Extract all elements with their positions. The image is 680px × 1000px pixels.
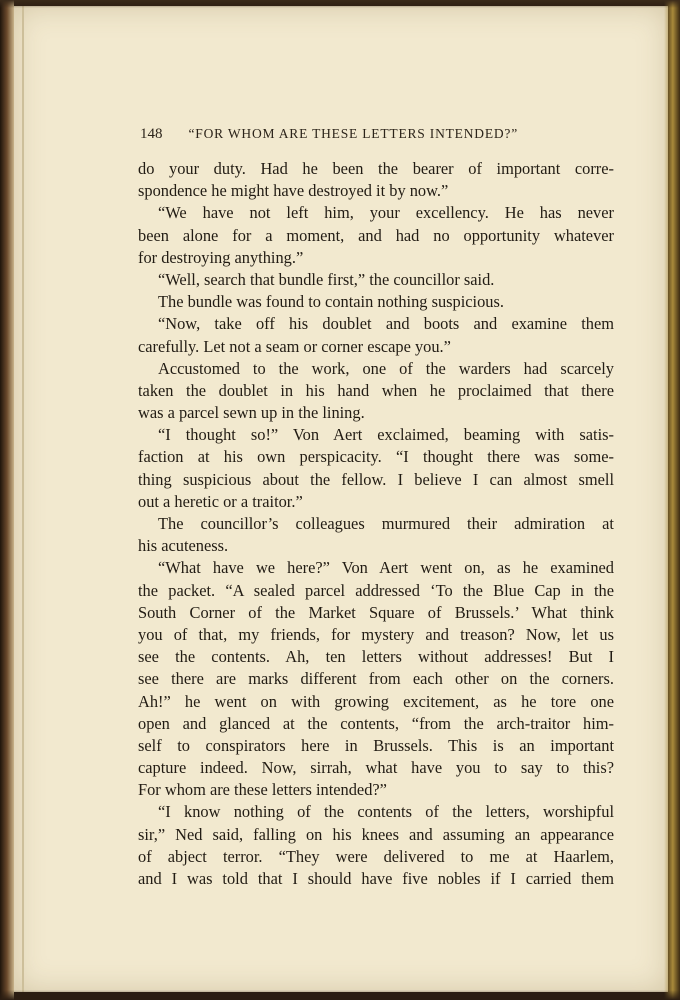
text-line: carefully. Let not a seam or corner escape you.” xyxy=(138,336,451,356)
text-line: The councillor’s colleagues murmured their admiration at xyxy=(158,514,614,533)
text-line: “We have not left him, your excellency. He has never xyxy=(158,203,614,223)
text-line: capture indeed. Now, sirrah, what have you to say to this? xyxy=(138,758,614,778)
text-line: South Corner of the Market Square of Brussels.’ What think xyxy=(138,602,614,622)
text-line: “What have we here?” Von Aert went on, as he examined xyxy=(158,558,614,578)
text-line: do your duty. Had he been the bearer of important corre- xyxy=(138,159,614,178)
text-line: sir,” Ned said, falling on his knees and assuming an appearance xyxy=(138,824,614,844)
text-line: self to conspirators here in Brussels. This is an important xyxy=(138,735,614,755)
book-binding-edge xyxy=(0,0,14,1000)
text-line: for destroying anything.” xyxy=(138,247,304,267)
text-line: the packet. “A sealed parcel addressed ‘To the Blue Cap in the xyxy=(138,580,614,600)
text-line: “Now, take off his doublet and boots and examine them xyxy=(158,314,614,334)
text-line: see the contents. Ah, ten letters without addresses! But I xyxy=(138,647,614,667)
page-right-shadow xyxy=(664,0,680,1000)
text-line: faction at his own perspicacity. “I thought there was some- xyxy=(138,447,614,467)
text-line: For whom are these letters intended?” xyxy=(138,780,387,800)
text-line: been alone for a moment, and had no opportunity whatever xyxy=(138,225,614,245)
running-head xyxy=(140,126,614,143)
text-line: “I thought so!” Von Aert exclaimed, beaming with satis- xyxy=(158,425,614,445)
text-line: thing suspicious about the fellow. I believe I can almost smell xyxy=(138,469,614,489)
page-top-shadow xyxy=(0,0,680,8)
text-line: open and glanced at the contents, “from the arch-traitor him- xyxy=(138,713,614,733)
chapter-heading: “FOR WHOM ARE THESE LETTERS INTENDED?” xyxy=(188,126,518,141)
page-edge-line xyxy=(22,6,24,992)
text-line: Ah!” he went on with growing excitement, as he tore one xyxy=(138,691,614,711)
body-text xyxy=(138,158,614,890)
text-line: you of that, my friends, for mystery and treason? Now, let us xyxy=(138,624,614,644)
text-line: out a heretic or a traitor.” xyxy=(138,491,303,511)
page-number: 148 xyxy=(140,126,163,142)
text-line: spondence he might have destroyed it by now.” xyxy=(138,181,449,201)
text-line: his acuteness. xyxy=(138,536,229,556)
text-line: and I was told that I should have five nobles if I carried them xyxy=(138,869,614,888)
text-line: see there are marks different from each other on the corners. xyxy=(138,669,614,689)
text-line: Accustomed to the work, one of the warders had scarcely xyxy=(158,358,614,378)
book-page xyxy=(14,6,668,992)
text-line: of abject terror. “They were delivered to me at Haarlem, xyxy=(138,846,614,866)
text-line: The bundle was found to contain nothing suspicious. xyxy=(158,292,504,312)
text-line: “Well, search that bundle first,” the councillor said. xyxy=(158,269,495,289)
text-line: taken the doublet in his hand when he proclaimed that there xyxy=(138,380,614,400)
text-line: “I know nothing of the contents of the letters, worshipful xyxy=(158,802,614,822)
page-bottom-shadow xyxy=(0,990,680,1000)
text-line: was a parcel sewn up in the lining. xyxy=(138,403,365,423)
